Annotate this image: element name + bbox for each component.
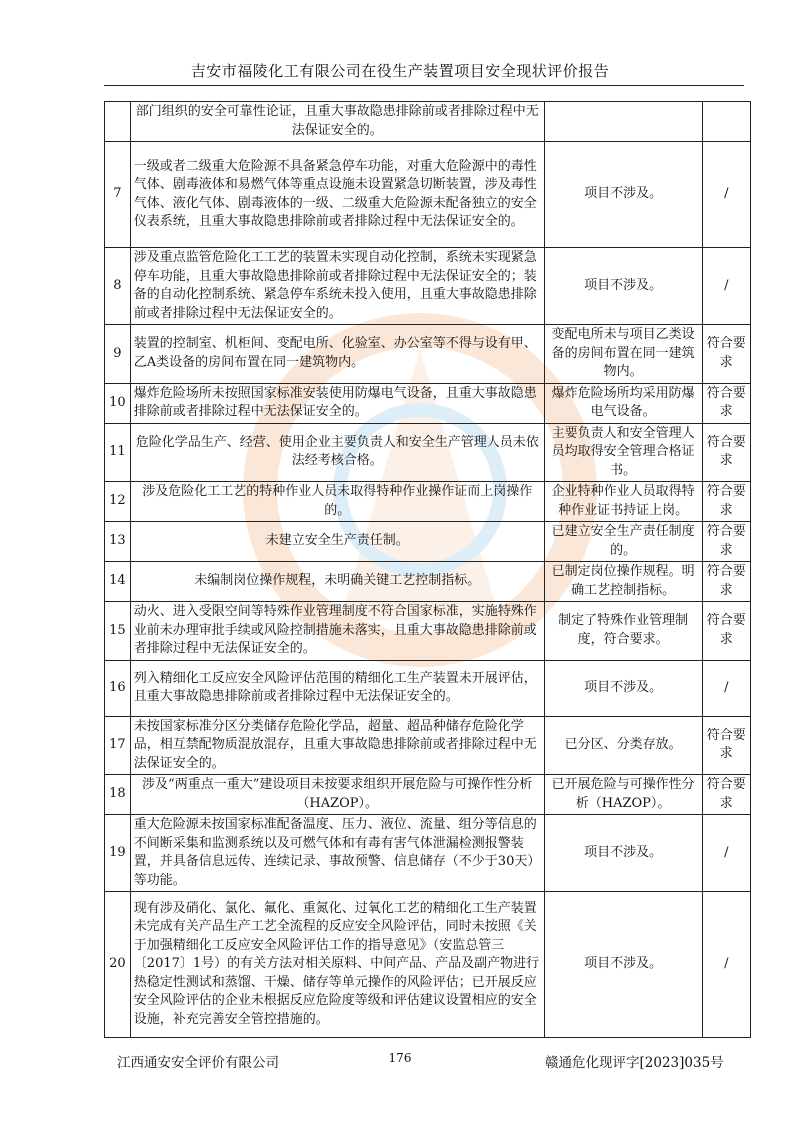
row-check-result: 制定了特殊作业管理制度，符合要求。 <box>544 602 702 661</box>
row-number: 8 <box>105 248 131 325</box>
row-number: 18 <box>105 775 131 815</box>
table-row <box>105 423 751 482</box>
row-number <box>105 102 131 142</box>
row-check-result: 已制定岗位操作规程。明确工艺控制指标。 <box>544 562 702 602</box>
row-check-result: 变配电所未与项目乙类设备的房间布置在同一建筑物内。 <box>544 325 702 384</box>
header-divider <box>104 85 744 86</box>
row-conclusion: 符合要求 <box>702 325 750 384</box>
table-row <box>105 775 751 815</box>
page-header-title: 吉安市福陵化工有限公司在役生产装置项目安全现状评价报告 <box>190 62 610 80</box>
row-conclusion: / <box>702 142 750 248</box>
row-number: 11 <box>105 423 131 482</box>
row-number: 20 <box>105 892 131 1038</box>
row-content: 危险化学品生产、经营、使用企业主要负责人和安全生产管理人员未依法经考核合格。 <box>130 423 544 482</box>
row-content: 涉及危险化工工艺的特种作业人员未取得特种作业操作证而上岗操作的。 <box>130 482 544 522</box>
row-number: 14 <box>105 562 131 602</box>
row-check-result: 企业特种作业人员取得特种作业证书持证上岗。 <box>544 482 702 522</box>
table-row <box>105 716 751 775</box>
row-content: 涉及重点监管危险化工工艺的装置未实现自动化控制，系统未实现紧急停车功能，且重大事故隐患排除前或者排除过程中无法保证安全的；装备的自动化控制系统、紧急停车系统未投入使用，且重大事故隐患排除前或者排除过程中无法保证安全的。 <box>130 248 544 325</box>
row-number: 9 <box>105 325 131 384</box>
row-conclusion <box>702 102 750 142</box>
row-content: 未编制岗位操作规程，未明确关键工艺控制指标。 <box>130 562 544 602</box>
table-row <box>105 383 751 423</box>
row-number: 15 <box>105 602 131 661</box>
row-content: 部门组织的安全可靠性论证，且重大事故隐患排除前或者排除过程中无法保证安全的。 <box>130 102 544 142</box>
row-check-result <box>544 102 702 142</box>
footer-page-number: 176 <box>388 1051 412 1065</box>
table-row <box>105 248 751 325</box>
row-content: 现有涉及硝化、氯化、氟化、重氮化、过氧化工艺的精细化工生产装置未完成有关产品生产工艺全流程的反应安全风险评估，同时未按照《关于加强精细化工反应安全风险评估工作的指导意见》（安监总管三〔2017〕1号）的有关方法对相关原料、中间产品、产品及副产物进行热稳定性测试和蒸馏、干燥、储存等单元操作的风险评估；已开展反应安全风险评估的企业未根据反应危险度等级和评估建议设置相应的安全设施，补充完善安全管控措施的。 <box>130 892 544 1038</box>
row-content: 动火、进入受限空间等特殊作业管理制度不符合国家标准，实施特殊作业前未办理审批手续或风险控制措施未落实，且重大事故隐患排除前或者排除过程中无法保证安全的。 <box>130 602 544 661</box>
footer-doc-number: 赣通危化现评字[2023]035号 <box>545 1055 724 1071</box>
row-number: 19 <box>105 815 131 892</box>
row-check-result: 项目不涉及。 <box>544 892 702 1038</box>
row-content: 一级或者二级重大危险源不具备紧急停车功能，对重大危险源中的毒性气体、剧毒液体和易燃气体等重点设施未设置紧急切断装置，涉及毒性气体、液化气体、剧毒液体的一级、二级重大危险源未配备独立的安全仪表系统，且重大事故隐患排除前或者排除过程中无法保证安全的。 <box>130 142 544 248</box>
row-check-result: 项目不涉及。 <box>544 248 702 325</box>
row-conclusion: / <box>702 660 750 716</box>
footer-company: 江西通安安全评价有限公司 <box>117 1055 279 1071</box>
row-content: 涉及“两重点一重大”建设项目未按要求组织开展危险与可操作性分析（HAZOP）。 <box>130 775 544 815</box>
row-content: 装置的控制室、机柜间、变配电所、化验室、办公室等不得与设有甲、乙A类设备的房间布置在同一建筑物内。 <box>130 325 544 384</box>
row-number: 16 <box>105 660 131 716</box>
row-conclusion: / <box>702 892 750 1038</box>
row-number: 10 <box>105 383 131 423</box>
table-row <box>105 602 751 661</box>
table-row <box>105 482 751 522</box>
table-row <box>105 815 751 892</box>
row-conclusion: 符合要求 <box>702 482 750 522</box>
row-check-result: 项目不涉及。 <box>544 815 702 892</box>
row-conclusion: 符合要求 <box>702 716 750 775</box>
table-row <box>105 660 751 716</box>
table-row <box>105 142 751 248</box>
row-number: 17 <box>105 716 131 775</box>
row-conclusion: 符合要求 <box>702 775 750 815</box>
row-check-result: 主要负责人和安全管理人员均取得安全管理合格证书。 <box>544 423 702 482</box>
row-content: 未建立安全生产责任制。 <box>130 522 544 562</box>
row-conclusion: / <box>702 248 750 325</box>
row-check-result: 爆炸危险场所均采用防爆电气设备。 <box>544 383 702 423</box>
row-conclusion: 符合要求 <box>702 522 750 562</box>
row-content: 列入精细化工反应安全风险评估范围的精细化工生产装置未开展评估，且重大事故隐患排除前或者排除过程中无法保证安全的。 <box>130 660 544 716</box>
row-number: 12 <box>105 482 131 522</box>
row-check-result: 项目不涉及。 <box>544 660 702 716</box>
row-check-result: 已分区、分类存放。 <box>544 716 702 775</box>
evaluation-table <box>104 101 751 1038</box>
row-content: 爆炸危险场所未按照国家标准安装使用防爆电气设备，且重大事故隐患排除前或者排除过程中无法保证安全的。 <box>130 383 544 423</box>
row-number: 7 <box>105 142 131 248</box>
row-check-result: 已建立安全生产责任制度的。 <box>544 522 702 562</box>
row-conclusion: 符合要求 <box>702 602 750 661</box>
row-number: 13 <box>105 522 131 562</box>
row-check-result: 已开展危险与可操作性分析（HAZOP）。 <box>544 775 702 815</box>
row-content: 重大危险源未按国家标准配备温度、压力、液位、流量、组分等信息的不间断采集和监测系统以及可燃气体和有毒有害气体泄漏检测报警装置，并具备信息远传、连续记录、事故预警、信息储存（不少于30天）等功能。 <box>130 815 544 892</box>
row-conclusion: 符合要求 <box>702 383 750 423</box>
row-conclusion: / <box>702 815 750 892</box>
row-conclusion: 符合要求 <box>702 423 750 482</box>
table-row <box>105 102 751 142</box>
row-content: 未按国家标准分区分类储存危险化学品，超量、超品种储存危险化学品，相互禁配物质混放混存，且重大事故隐患排除前或者排除过程中无法保证安全的。 <box>130 716 544 775</box>
table-row <box>105 522 751 562</box>
row-check-result: 项目不涉及。 <box>544 142 702 248</box>
table-row <box>105 892 751 1038</box>
table-row <box>105 325 751 384</box>
table-row <box>105 562 751 602</box>
row-conclusion: 符合要求 <box>702 562 750 602</box>
